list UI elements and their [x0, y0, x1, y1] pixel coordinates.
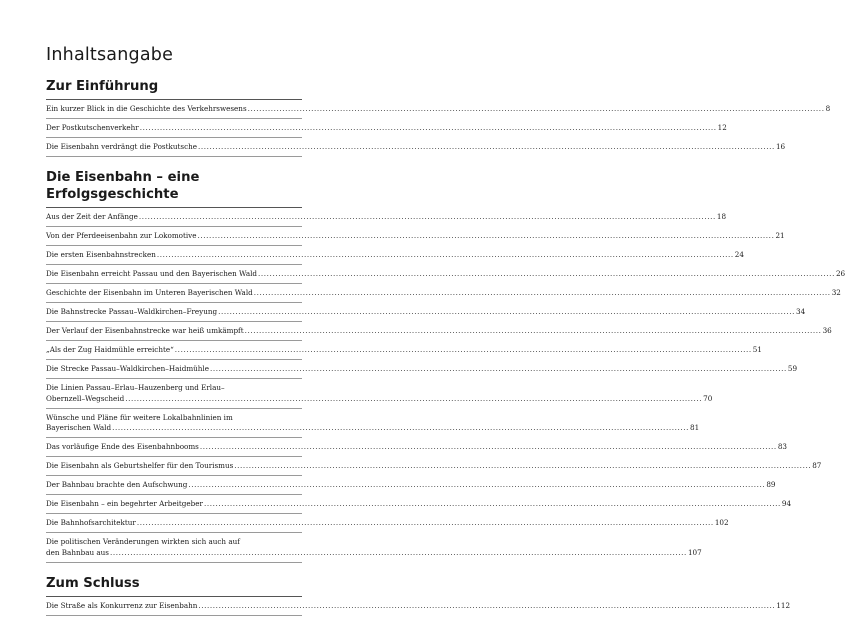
page-number: 21 — [775, 231, 785, 240]
toc-entry[interactable] — [46, 100, 831, 119]
entry-line — [46, 123, 727, 134]
dot-leader: ........................................................................................................................................................................................................ — [197, 231, 775, 240]
entry-text: Von der Pferdeeisenbahn zur Lokomotive — [46, 231, 197, 240]
toc-page — [46, 44, 845, 628]
page-number: 18 — [716, 212, 727, 221]
dot-leader: ........................................................................................................................................................................................................ — [138, 212, 716, 221]
dot-leader: ........................................................................................................................................................................................................ — [197, 142, 775, 151]
entry-text: Die Straße als Konkurrenz zur Eisenbahn — [46, 600, 198, 610]
entry-line — [46, 288, 841, 299]
page-number: 89 — [766, 480, 776, 489]
toc-entry[interactable] — [46, 138, 786, 157]
entry-text: Ein kurzer Blick in die Geschichte des Verkehrswesens — [46, 104, 247, 113]
entry-line — [46, 231, 785, 242]
entry-text: Der Postkutschenverkehr — [46, 123, 139, 132]
dot-leader: ........................................................................................................................................................................................................ — [136, 518, 714, 527]
entry-line — [46, 547, 702, 559]
toc-entry[interactable] — [46, 341, 762, 360]
entry-text: den Bahnbau aus — [46, 547, 109, 557]
page-number: 51 — [752, 345, 762, 354]
entry-line — [46, 326, 832, 337]
toc-section — [46, 575, 791, 616]
toc-entry[interactable] — [46, 227, 785, 246]
page-number: 87 — [812, 461, 822, 470]
entry-line — [46, 423, 700, 434]
entry-text: Die Linien Passau–Erlau–Hauzenberg und Erlau– — [46, 383, 225, 392]
page-number: 81 — [690, 423, 700, 432]
dot-leader: ........................................................................................................................................................................................................ — [156, 250, 734, 259]
dot-leader: ........................................................................................................................................................................................................ — [247, 104, 825, 113]
entry-text: Die Eisenbahn verdrängt die Postkutsche — [46, 142, 197, 151]
toc-entry[interactable] — [46, 246, 744, 265]
dot-leader: ........................................................................................................................................................................................................ — [125, 393, 703, 403]
entry-text: Die Strecke Passau–Waldkirchen–Haidmühle — [46, 364, 209, 373]
dot-leader: ........................................................................................................................................................................................................ — [110, 547, 687, 557]
toc-entry[interactable] — [46, 379, 713, 409]
toc-entry[interactable] — [46, 597, 791, 616]
entry-text: Bayerischen Wald — [46, 423, 112, 432]
toc-entry[interactable] — [46, 438, 787, 457]
page-number: 34 — [796, 307, 806, 316]
dot-leader: ........................................................................................................................................................................................................ — [188, 480, 766, 489]
dot-leader: ........................................................................................................................................................................................................ — [139, 123, 717, 132]
page-number: 32 — [831, 288, 841, 297]
dot-leader: ........................................................................................................................................................................................................ — [234, 461, 812, 470]
entry-text: Die Eisenbahn – ein begehrter Arbeitgeber — [46, 499, 203, 508]
toc-entry[interactable] — [46, 360, 798, 379]
page-number: 12 — [717, 123, 727, 132]
entry-text: Die ersten Eisenbahnstrecken — [46, 250, 156, 259]
entry-line — [46, 499, 792, 510]
section-title: Zum Schluss — [46, 575, 302, 597]
toc-sections — [46, 78, 845, 616]
dot-leader: ........................................................................................................................................................................................................ — [174, 345, 752, 354]
dot-leader: ........................................................................................................................................................................................................ — [199, 442, 777, 451]
page-number: 16 — [775, 142, 786, 151]
entry-text: Der Verlauf der Eisenbahnstrecke war heiß umkämpft — [46, 326, 244, 335]
entry-line — [46, 442, 787, 453]
entry-text: Wünsche und Pläne für weitere Lokalbahnlinien im — [46, 412, 233, 422]
toc-entry[interactable] — [46, 514, 729, 533]
page-number: 107 — [687, 547, 702, 557]
entry-line — [46, 269, 845, 280]
entry-line — [46, 461, 822, 472]
entry-line — [46, 518, 729, 529]
entry-text: Aus der Zeit der Anfänge — [46, 212, 138, 221]
toc-section — [46, 78, 831, 157]
dot-leader: ........................................................................................................................................................................................................ — [258, 269, 835, 278]
entry-text: Das vorläufige Ende des Eisenbahnbooms — [46, 442, 199, 451]
dot-leader: ........................................................................................................................................................................................................ — [253, 288, 831, 297]
page-number: 102 — [714, 518, 729, 527]
dot-leader: ........................................................................................................................................................................................................ — [112, 423, 690, 432]
page-number: 94 — [781, 499, 792, 508]
toc-entry[interactable] — [46, 265, 845, 284]
entry-text: Geschichte der Eisenbahn im Unteren Bayerischen Wald — [46, 288, 253, 297]
entry-line — [46, 364, 798, 375]
toc-entry[interactable] — [46, 284, 841, 303]
dot-leader: ........................................................................................................................................................................................................ — [218, 307, 796, 316]
toc-entry[interactable] — [46, 409, 700, 439]
entry-line — [46, 307, 806, 318]
section-title: Zur Einführung — [46, 78, 302, 100]
toc-entry[interactable] — [46, 495, 792, 514]
toc-entry[interactable] — [46, 476, 776, 495]
toc-entry[interactable] — [46, 208, 727, 227]
dot-leader: ........................................................................................................................................................................................................ — [244, 326, 822, 335]
entry-text: Der Bahnbau brachte den Aufschwung — [46, 480, 188, 489]
entry-text: Obernzell–Wegscheid — [46, 393, 125, 403]
page-number: 59 — [787, 364, 798, 373]
entry-line — [46, 212, 727, 223]
entry-text: Die Bahnhofsarchitektur — [46, 518, 136, 527]
page-number: 112 — [776, 600, 791, 610]
entry-line — [46, 393, 713, 405]
entry-line — [46, 480, 776, 491]
page-number: 83 — [777, 442, 787, 451]
entry-line — [46, 104, 831, 115]
entry-line — [46, 345, 762, 356]
entry-text: Die Bahnstrecke Passau–Waldkirchen–Freyung — [46, 307, 218, 316]
entry-text: Die Eisenbahn erreicht Passau und den Bayerischen Wald — [46, 269, 258, 278]
page-number: 8 — [825, 104, 831, 113]
entry-text: „Als der Zug Haidmühle erreichte“ — [46, 345, 174, 354]
page-title: Inhaltsangabe — [46, 45, 174, 65]
page-number: 26 — [835, 269, 845, 278]
section-title: Die Eisenbahn – eine Erfolgsgeschichte — [46, 169, 302, 208]
page-number: 24 — [734, 250, 744, 259]
toc-entry[interactable] — [46, 119, 727, 138]
toc-section — [46, 169, 845, 563]
toc-entry[interactable] — [46, 322, 832, 341]
entry-text: Die politischen Veränderungen wirkten sich auch auf — [46, 537, 240, 546]
toc-entry[interactable] — [46, 303, 806, 322]
page-number: 70 — [703, 393, 713, 403]
dot-leader: ........................................................................................................................................................................................................ — [198, 600, 776, 610]
entry-line — [46, 142, 786, 153]
toc-entry[interactable] — [46, 533, 702, 563]
dot-leader: ........................................................................................................................................................................................................ — [209, 364, 787, 373]
toc-entry[interactable] — [46, 457, 822, 476]
entry-line — [46, 600, 791, 612]
page-number: 36 — [822, 326, 832, 335]
dot-leader: ........................................................................................................................................................................................................ — [203, 499, 781, 508]
entry-text: Die Eisenbahn als Geburtshelfer für den Tourismus — [46, 461, 234, 470]
entry-line — [46, 250, 744, 261]
